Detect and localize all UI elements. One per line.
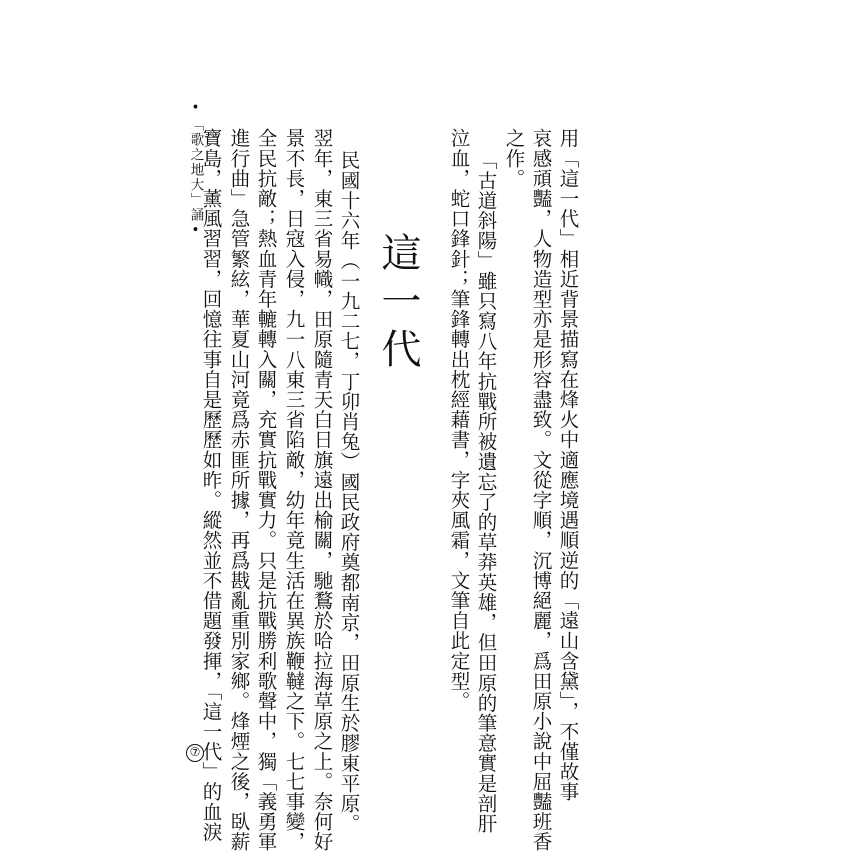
lower-column-3: 景不長，日寇入侵，九一八東三省陷敵，幼年竟生活在異族鞭韃之下。七七事變， xyxy=(282,128,306,852)
upper-column-2: 哀感頑豔，人物造型亦是形容盡致。文從字順，沉博絕麗，爲田原小說中屈豔班香 xyxy=(529,128,553,852)
lower-column-5: 進行曲」急管繁絃，華夏山河竟爲赤匪所據，再爲戡亂重別家鄉。烽煙之後，臥薪 xyxy=(227,128,251,852)
lower-column-6: 寶島，薰風習習，回憶往事自是歷歷如昨。縱然並不借題發揮，「這一代」的血淚 xyxy=(199,128,223,842)
lower-column-2: 翌年，東三省易幟，田原隨青天白日旗遠出榆關，馳鶩於哈拉海草原之上。奈何好 xyxy=(310,128,334,852)
lower-column-1: 民國十六年（一九二七，丁卯肖兔）國民政府奠都南京，田原生於膠東平原。 xyxy=(337,150,361,834)
upper-column-3: 之作。 xyxy=(502,128,526,189)
page-number: ⑦ xyxy=(186,744,204,762)
lower-column-4: 全民抗敵；熱血青年轆轉入關，充實抗戰實力。只是抗戰勝利歌聲中，獨「義勇軍 xyxy=(254,128,278,852)
upper-column-4: 「古道斜陽」雖只寫八年抗戰所被遺忘了的草莽英雄，但田原的筆意實是剖肝 xyxy=(474,150,498,834)
chapter-title: 這一代 xyxy=(375,232,421,376)
running-header: •「歌之地大」誦• xyxy=(187,100,204,240)
upper-column-1: 用「這一代」相近背景描寫在烽火中適應境遇順逆的「遠山含黛」，不僅故事 xyxy=(556,128,580,802)
upper-column-5: 泣血，蛇口鋒針；筆鋒轉出枕經藉書，字夾風霜，文筆自此定型。 xyxy=(447,128,471,711)
